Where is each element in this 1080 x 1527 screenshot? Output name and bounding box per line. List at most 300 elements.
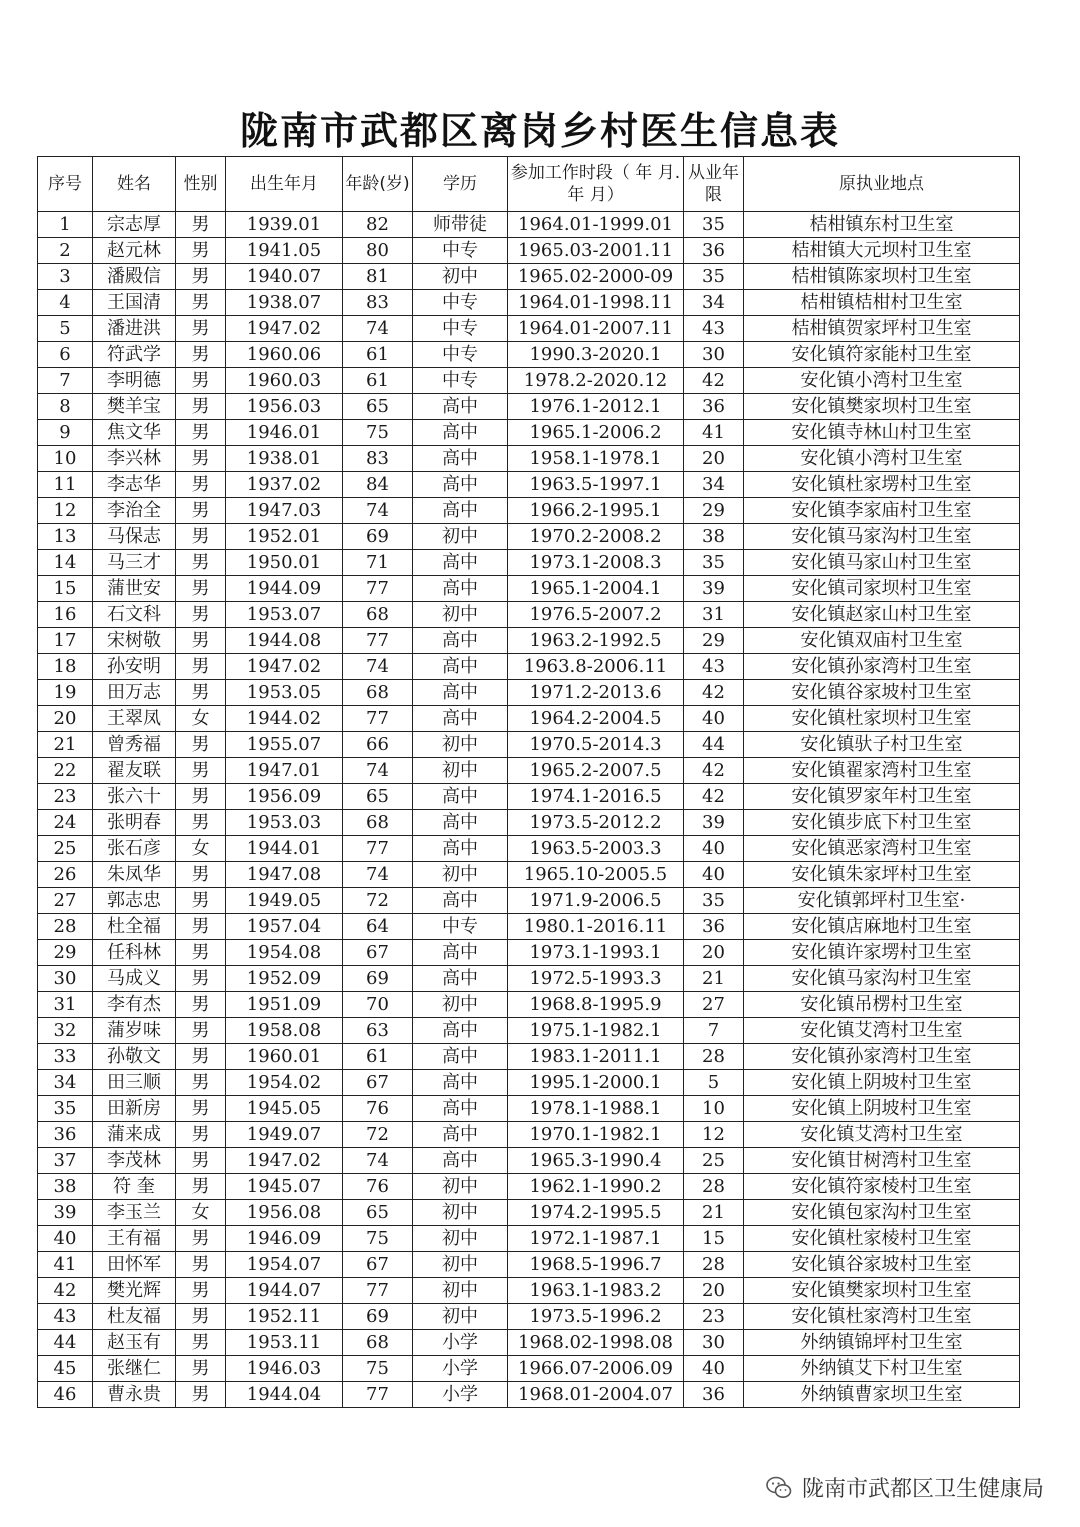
col-work-period: 1970.5-2014.3 bbox=[508, 732, 684, 758]
col-years: 28 bbox=[684, 1044, 744, 1070]
col-name: 马保志 bbox=[93, 524, 176, 550]
col-work-period: 1978.2-2020.12 bbox=[508, 368, 684, 394]
col-name: 朱凤华 bbox=[93, 862, 176, 888]
col-years: 36 bbox=[684, 394, 744, 420]
col-work-period: 1965.10-2005.5 bbox=[508, 862, 684, 888]
col-years: 5 bbox=[684, 1070, 744, 1096]
col-index: 8 bbox=[38, 394, 93, 420]
col-gender: 男 bbox=[176, 862, 226, 888]
col-name: 宋树敬 bbox=[93, 628, 176, 654]
col-age: 69 bbox=[343, 524, 413, 550]
col-age: 77 bbox=[343, 628, 413, 654]
table-row bbox=[38, 498, 1020, 524]
header-col-name: 姓名 bbox=[93, 157, 176, 212]
col-birth: 1947.02 bbox=[226, 1148, 343, 1174]
col-birth: 1938.01 bbox=[226, 446, 343, 472]
col-gender: 男 bbox=[176, 654, 226, 680]
col-work-period: 1990.3-2020.1 bbox=[508, 342, 684, 368]
col-birth: 1944.04 bbox=[226, 1382, 343, 1408]
col-work-period: 1971.9-2006.5 bbox=[508, 888, 684, 914]
col-birth: 1956.08 bbox=[226, 1200, 343, 1226]
col-work-period: 1975.1-1982.1 bbox=[508, 1018, 684, 1044]
col-name: 樊羊宝 bbox=[93, 394, 176, 420]
col-index: 38 bbox=[38, 1174, 93, 1200]
col-gender: 男 bbox=[176, 940, 226, 966]
table-row bbox=[38, 706, 1020, 732]
col-name: 张六十 bbox=[93, 784, 176, 810]
col-work-period: 1968.02-1998.08 bbox=[508, 1330, 684, 1356]
col-age: 77 bbox=[343, 576, 413, 602]
col-birth: 1938.07 bbox=[226, 290, 343, 316]
col-gender: 男 bbox=[176, 446, 226, 472]
col-education: 高中 bbox=[413, 628, 508, 654]
col-work-period: 1965.3-1990.4 bbox=[508, 1148, 684, 1174]
col-years: 36 bbox=[684, 914, 744, 940]
col-birth: 1949.07 bbox=[226, 1122, 343, 1148]
col-age: 61 bbox=[343, 342, 413, 368]
col-education: 高中 bbox=[413, 550, 508, 576]
col-years: 34 bbox=[684, 472, 744, 498]
col-name: 王有福 bbox=[93, 1226, 176, 1252]
col-birth: 1953.03 bbox=[226, 810, 343, 836]
col-name: 田万志 bbox=[93, 680, 176, 706]
table-row bbox=[38, 810, 1020, 836]
col-index: 24 bbox=[38, 810, 93, 836]
col-education: 高中 bbox=[413, 888, 508, 914]
col-age: 80 bbox=[343, 238, 413, 264]
col-education: 初中 bbox=[413, 758, 508, 784]
col-location: 安化镇郭坪村卫生室· bbox=[744, 888, 1020, 914]
col-name: 田怀军 bbox=[93, 1252, 176, 1278]
col-gender: 男 bbox=[176, 1304, 226, 1330]
col-age: 65 bbox=[343, 1200, 413, 1226]
col-years: 21 bbox=[684, 1200, 744, 1226]
col-years: 35 bbox=[684, 264, 744, 290]
col-education: 中专 bbox=[413, 238, 508, 264]
col-index: 11 bbox=[38, 472, 93, 498]
col-gender: 男 bbox=[176, 602, 226, 628]
col-years: 40 bbox=[684, 836, 744, 862]
header-col-years: 从业年限 bbox=[684, 157, 744, 212]
col-location: 安化镇吊楞村卫生室 bbox=[744, 992, 1020, 1018]
table-row bbox=[38, 446, 1020, 472]
col-gender: 男 bbox=[176, 966, 226, 992]
col-name: 田三顺 bbox=[93, 1070, 176, 1096]
col-index: 29 bbox=[38, 940, 93, 966]
col-location: 安化镇上阴坡村卫生室 bbox=[744, 1096, 1020, 1122]
col-education: 高中 bbox=[413, 420, 508, 446]
col-name: 王国清 bbox=[93, 290, 176, 316]
col-gender: 男 bbox=[176, 576, 226, 602]
col-index: 12 bbox=[38, 498, 93, 524]
col-age: 75 bbox=[343, 1356, 413, 1382]
col-education: 初中 bbox=[413, 992, 508, 1018]
col-work-period: 1966.07-2006.09 bbox=[508, 1356, 684, 1382]
col-years: 29 bbox=[684, 628, 744, 654]
col-birth: 1953.07 bbox=[226, 602, 343, 628]
col-birth: 1954.08 bbox=[226, 940, 343, 966]
col-birth: 1946.09 bbox=[226, 1226, 343, 1252]
col-years: 20 bbox=[684, 446, 744, 472]
col-work-period: 1995.1-2000.1 bbox=[508, 1070, 684, 1096]
col-name: 李志华 bbox=[93, 472, 176, 498]
header-col-work-period: 参加工作时段（ 年 月.年 月） bbox=[508, 157, 684, 212]
table-row bbox=[38, 368, 1020, 394]
col-name: 潘进洪 bbox=[93, 316, 176, 342]
wechat-icon bbox=[766, 1475, 792, 1501]
table-row bbox=[38, 966, 1020, 992]
col-gender: 男 bbox=[176, 992, 226, 1018]
col-index: 44 bbox=[38, 1330, 93, 1356]
col-location: 安化镇杜家湾村卫生室 bbox=[744, 1304, 1020, 1330]
col-work-period: 1972.5-1993.3 bbox=[508, 966, 684, 992]
col-name: 石文科 bbox=[93, 602, 176, 628]
col-age: 77 bbox=[343, 706, 413, 732]
col-gender: 女 bbox=[176, 1200, 226, 1226]
col-name: 蒲来成 bbox=[93, 1122, 176, 1148]
table-row bbox=[38, 836, 1020, 862]
col-education: 初中 bbox=[413, 1174, 508, 1200]
col-birth: 1956.03 bbox=[226, 394, 343, 420]
table-row bbox=[38, 1070, 1020, 1096]
col-years: 41 bbox=[684, 420, 744, 446]
col-gender: 男 bbox=[176, 628, 226, 654]
col-years: 40 bbox=[684, 862, 744, 888]
col-work-period: 1968.01-2004.07 bbox=[508, 1382, 684, 1408]
col-location: 安化镇罗家年村卫生室 bbox=[744, 784, 1020, 810]
col-name: 李明德 bbox=[93, 368, 176, 394]
col-location: 桔柑镇桔柑村卫生室 bbox=[744, 290, 1020, 316]
col-years: 21 bbox=[684, 966, 744, 992]
col-years: 31 bbox=[684, 602, 744, 628]
col-gender: 男 bbox=[176, 420, 226, 446]
col-name: 蒲世安 bbox=[93, 576, 176, 602]
header-col-location: 原执业地点 bbox=[744, 157, 1020, 212]
col-location: 安化镇双庙村卫生室 bbox=[744, 628, 1020, 654]
col-index: 3 bbox=[38, 264, 93, 290]
col-index: 21 bbox=[38, 732, 93, 758]
col-birth: 1957.04 bbox=[226, 914, 343, 940]
col-work-period: 1964.01-1998.11 bbox=[508, 290, 684, 316]
table-row bbox=[38, 732, 1020, 758]
col-age: 67 bbox=[343, 1070, 413, 1096]
col-birth: 1947.01 bbox=[226, 758, 343, 784]
col-gender: 男 bbox=[176, 342, 226, 368]
col-work-period: 1973.1-1993.1 bbox=[508, 940, 684, 966]
col-age: 75 bbox=[343, 420, 413, 446]
table-row bbox=[38, 1096, 1020, 1122]
col-index: 18 bbox=[38, 654, 93, 680]
col-name: 赵玉有 bbox=[93, 1330, 176, 1356]
table-row bbox=[38, 212, 1020, 238]
col-location: 安化镇小湾村卫生室 bbox=[744, 368, 1020, 394]
col-location: 安化镇杜家塄村卫生室 bbox=[744, 472, 1020, 498]
col-index: 16 bbox=[38, 602, 93, 628]
col-age: 68 bbox=[343, 680, 413, 706]
col-birth: 1944.02 bbox=[226, 706, 343, 732]
col-work-period: 1963.8-2006.11 bbox=[508, 654, 684, 680]
col-age: 67 bbox=[343, 1252, 413, 1278]
col-index: 39 bbox=[38, 1200, 93, 1226]
col-index: 13 bbox=[38, 524, 93, 550]
col-work-period: 1971.2-2013.6 bbox=[508, 680, 684, 706]
col-birth: 1952.09 bbox=[226, 966, 343, 992]
col-index: 22 bbox=[38, 758, 93, 784]
col-location: 安化镇马家山村卫生室 bbox=[744, 550, 1020, 576]
table-row bbox=[38, 1148, 1020, 1174]
col-age: 82 bbox=[343, 212, 413, 238]
col-education: 高中 bbox=[413, 498, 508, 524]
col-name: 翟友联 bbox=[93, 758, 176, 784]
col-work-period: 1973.5-1996.2 bbox=[508, 1304, 684, 1330]
col-gender: 女 bbox=[176, 836, 226, 862]
col-age: 66 bbox=[343, 732, 413, 758]
col-work-period: 1965.2-2007.5 bbox=[508, 758, 684, 784]
col-birth: 1952.11 bbox=[226, 1304, 343, 1330]
col-location: 安化镇上阴坡村卫生室 bbox=[744, 1070, 1020, 1096]
col-age: 61 bbox=[343, 368, 413, 394]
col-location: 安化镇孙家湾村卫生室 bbox=[744, 1044, 1020, 1070]
col-gender: 男 bbox=[176, 264, 226, 290]
col-index: 1 bbox=[38, 212, 93, 238]
col-name: 宗志厚 bbox=[93, 212, 176, 238]
col-gender: 男 bbox=[176, 238, 226, 264]
col-years: 42 bbox=[684, 368, 744, 394]
col-location: 安化镇恶家湾村卫生室 bbox=[744, 836, 1020, 862]
col-years: 43 bbox=[684, 316, 744, 342]
col-gender: 男 bbox=[176, 1174, 226, 1200]
col-name: 马成义 bbox=[93, 966, 176, 992]
col-work-period: 1965.1-2004.1 bbox=[508, 576, 684, 602]
col-index: 32 bbox=[38, 1018, 93, 1044]
col-birth: 1947.03 bbox=[226, 498, 343, 524]
col-years: 42 bbox=[684, 784, 744, 810]
col-work-period: 1974.2-1995.5 bbox=[508, 1200, 684, 1226]
col-gender: 男 bbox=[176, 212, 226, 238]
col-years: 20 bbox=[684, 940, 744, 966]
col-age: 72 bbox=[343, 888, 413, 914]
col-work-period: 1976.5-2007.2 bbox=[508, 602, 684, 628]
table-body bbox=[38, 212, 1020, 1408]
col-index: 7 bbox=[38, 368, 93, 394]
col-gender: 男 bbox=[176, 290, 226, 316]
table-row bbox=[38, 264, 1020, 290]
table-row bbox=[38, 316, 1020, 342]
col-index: 40 bbox=[38, 1226, 93, 1252]
col-location: 桔柑镇大元坝村卫生室 bbox=[744, 238, 1020, 264]
col-location: 桔柑镇贺家坪村卫生室 bbox=[744, 316, 1020, 342]
col-years: 44 bbox=[684, 732, 744, 758]
col-gender: 男 bbox=[176, 1330, 226, 1356]
col-years: 35 bbox=[684, 212, 744, 238]
col-birth: 1952.01 bbox=[226, 524, 343, 550]
table-row bbox=[38, 914, 1020, 940]
col-education: 高中 bbox=[413, 576, 508, 602]
table-row bbox=[38, 394, 1020, 420]
col-education: 高中 bbox=[413, 446, 508, 472]
table-row bbox=[38, 1252, 1020, 1278]
col-name: 符 奎 bbox=[93, 1174, 176, 1200]
col-work-period: 1963.2-1992.5 bbox=[508, 628, 684, 654]
table-row bbox=[38, 758, 1020, 784]
col-education: 小学 bbox=[413, 1330, 508, 1356]
col-work-period: 1963.1-1983.2 bbox=[508, 1278, 684, 1304]
col-index: 46 bbox=[38, 1382, 93, 1408]
col-index: 33 bbox=[38, 1044, 93, 1070]
col-education: 师带徒 bbox=[413, 212, 508, 238]
col-work-period: 1963.5-2003.3 bbox=[508, 836, 684, 862]
col-gender: 男 bbox=[176, 498, 226, 524]
col-name: 郭志忠 bbox=[93, 888, 176, 914]
doctor-info-table bbox=[37, 156, 1020, 1408]
col-name: 马三才 bbox=[93, 550, 176, 576]
col-years: 40 bbox=[684, 706, 744, 732]
col-age: 71 bbox=[343, 550, 413, 576]
col-birth: 1940.07 bbox=[226, 264, 343, 290]
col-index: 4 bbox=[38, 290, 93, 316]
col-education: 高中 bbox=[413, 1018, 508, 1044]
col-index: 15 bbox=[38, 576, 93, 602]
col-location: 安化镇孙家湾村卫生室 bbox=[744, 654, 1020, 680]
table-row bbox=[38, 1278, 1020, 1304]
col-location: 桔柑镇陈家坝村卫生室 bbox=[744, 264, 1020, 290]
col-work-period: 1983.1-2011.1 bbox=[508, 1044, 684, 1070]
col-index: 37 bbox=[38, 1148, 93, 1174]
table-row bbox=[38, 1356, 1020, 1382]
col-education: 中专 bbox=[413, 368, 508, 394]
table-row bbox=[38, 1330, 1020, 1356]
col-birth: 1949.05 bbox=[226, 888, 343, 914]
col-index: 34 bbox=[38, 1070, 93, 1096]
col-education: 初中 bbox=[413, 1278, 508, 1304]
table-row bbox=[38, 1122, 1020, 1148]
col-years: 7 bbox=[684, 1018, 744, 1044]
col-education: 初中 bbox=[413, 1226, 508, 1252]
col-location: 安化镇谷家坡村卫生室 bbox=[744, 1252, 1020, 1278]
col-age: 68 bbox=[343, 602, 413, 628]
col-location: 安化镇谷家坡村卫生室 bbox=[744, 680, 1020, 706]
col-gender: 男 bbox=[176, 784, 226, 810]
col-age: 67 bbox=[343, 940, 413, 966]
col-education: 高中 bbox=[413, 966, 508, 992]
col-gender: 男 bbox=[176, 1018, 226, 1044]
col-age: 65 bbox=[343, 784, 413, 810]
col-name: 符武学 bbox=[93, 342, 176, 368]
col-location: 安化镇店麻地村卫生室 bbox=[744, 914, 1020, 940]
col-birth: 1951.09 bbox=[226, 992, 343, 1018]
col-years: 28 bbox=[684, 1174, 744, 1200]
col-age: 74 bbox=[343, 654, 413, 680]
col-index: 20 bbox=[38, 706, 93, 732]
table-row bbox=[38, 1382, 1020, 1408]
col-education: 中专 bbox=[413, 914, 508, 940]
col-name: 李兴林 bbox=[93, 446, 176, 472]
col-birth: 1956.09 bbox=[226, 784, 343, 810]
col-name: 李茂林 bbox=[93, 1148, 176, 1174]
col-location: 安化镇司家坝村卫生室 bbox=[744, 576, 1020, 602]
col-index: 23 bbox=[38, 784, 93, 810]
col-education: 高中 bbox=[413, 784, 508, 810]
col-location: 外纳镇曹家坝卫生室 bbox=[744, 1382, 1020, 1408]
col-location: 安化镇步底下村卫生室 bbox=[744, 810, 1020, 836]
col-work-period: 1965.02-2000-09 bbox=[508, 264, 684, 290]
table-row bbox=[38, 784, 1020, 810]
col-name: 张石彦 bbox=[93, 836, 176, 862]
col-gender: 男 bbox=[176, 1356, 226, 1382]
col-gender: 男 bbox=[176, 810, 226, 836]
col-location: 安化镇符家能村卫生室 bbox=[744, 342, 1020, 368]
table-row bbox=[38, 940, 1020, 966]
col-work-period: 1980.1-2016.11 bbox=[508, 914, 684, 940]
col-location: 安化镇赵家山村卫生室 bbox=[744, 602, 1020, 628]
table-row bbox=[38, 472, 1020, 498]
col-education: 高中 bbox=[413, 1070, 508, 1096]
col-education: 高中 bbox=[413, 706, 508, 732]
col-location: 安化镇樊家坝村卫生室 bbox=[744, 394, 1020, 420]
col-work-period: 1973.1-2008.3 bbox=[508, 550, 684, 576]
col-name: 樊光辉 bbox=[93, 1278, 176, 1304]
col-index: 31 bbox=[38, 992, 93, 1018]
header-col-education: 学历 bbox=[413, 157, 508, 212]
col-location: 安化镇李家庙村卫生室 bbox=[744, 498, 1020, 524]
col-gender: 男 bbox=[176, 1148, 226, 1174]
col-location: 安化镇杜家坝村卫生室 bbox=[744, 706, 1020, 732]
col-years: 25 bbox=[684, 1148, 744, 1174]
table-row bbox=[38, 342, 1020, 368]
col-education: 高中 bbox=[413, 654, 508, 680]
col-age: 74 bbox=[343, 758, 413, 784]
col-work-period: 1966.2-1995.1 bbox=[508, 498, 684, 524]
col-name: 李玉兰 bbox=[93, 1200, 176, 1226]
col-education: 高中 bbox=[413, 836, 508, 862]
col-years: 12 bbox=[684, 1122, 744, 1148]
footer-watermark bbox=[766, 1472, 1044, 1503]
col-gender: 男 bbox=[176, 316, 226, 342]
col-name: 孙安明 bbox=[93, 654, 176, 680]
col-name: 李治全 bbox=[93, 498, 176, 524]
col-age: 77 bbox=[343, 836, 413, 862]
col-education: 高中 bbox=[413, 1044, 508, 1070]
col-location: 安化镇朱家坪村卫生室 bbox=[744, 862, 1020, 888]
col-birth: 1953.05 bbox=[226, 680, 343, 706]
col-work-period: 1964.01-1999.01 bbox=[508, 212, 684, 238]
table-row bbox=[38, 602, 1020, 628]
col-years: 36 bbox=[684, 238, 744, 264]
col-work-period: 1964.2-2004.5 bbox=[508, 706, 684, 732]
col-education: 高中 bbox=[413, 1096, 508, 1122]
col-age: 75 bbox=[343, 1226, 413, 1252]
col-age: 63 bbox=[343, 1018, 413, 1044]
col-work-period: 1978.1-1988.1 bbox=[508, 1096, 684, 1122]
col-years: 42 bbox=[684, 758, 744, 784]
col-work-period: 1958.1-1978.1 bbox=[508, 446, 684, 472]
col-gender: 男 bbox=[176, 524, 226, 550]
col-location: 桔柑镇东村卫生室 bbox=[744, 212, 1020, 238]
header-col-index: 序号 bbox=[38, 157, 93, 212]
col-gender: 男 bbox=[176, 1122, 226, 1148]
col-location: 安化镇甘树湾村卫生室 bbox=[744, 1148, 1020, 1174]
table-row bbox=[38, 888, 1020, 914]
col-location: 外纳镇锦坪村卫生室 bbox=[744, 1330, 1020, 1356]
col-education: 初中 bbox=[413, 732, 508, 758]
col-name: 王翠凤 bbox=[93, 706, 176, 732]
col-location: 安化镇艾湾村卫生室 bbox=[744, 1122, 1020, 1148]
table-row bbox=[38, 420, 1020, 446]
col-birth: 1944.09 bbox=[226, 576, 343, 602]
col-years: 27 bbox=[684, 992, 744, 1018]
col-birth: 1954.02 bbox=[226, 1070, 343, 1096]
col-years: 39 bbox=[684, 810, 744, 836]
